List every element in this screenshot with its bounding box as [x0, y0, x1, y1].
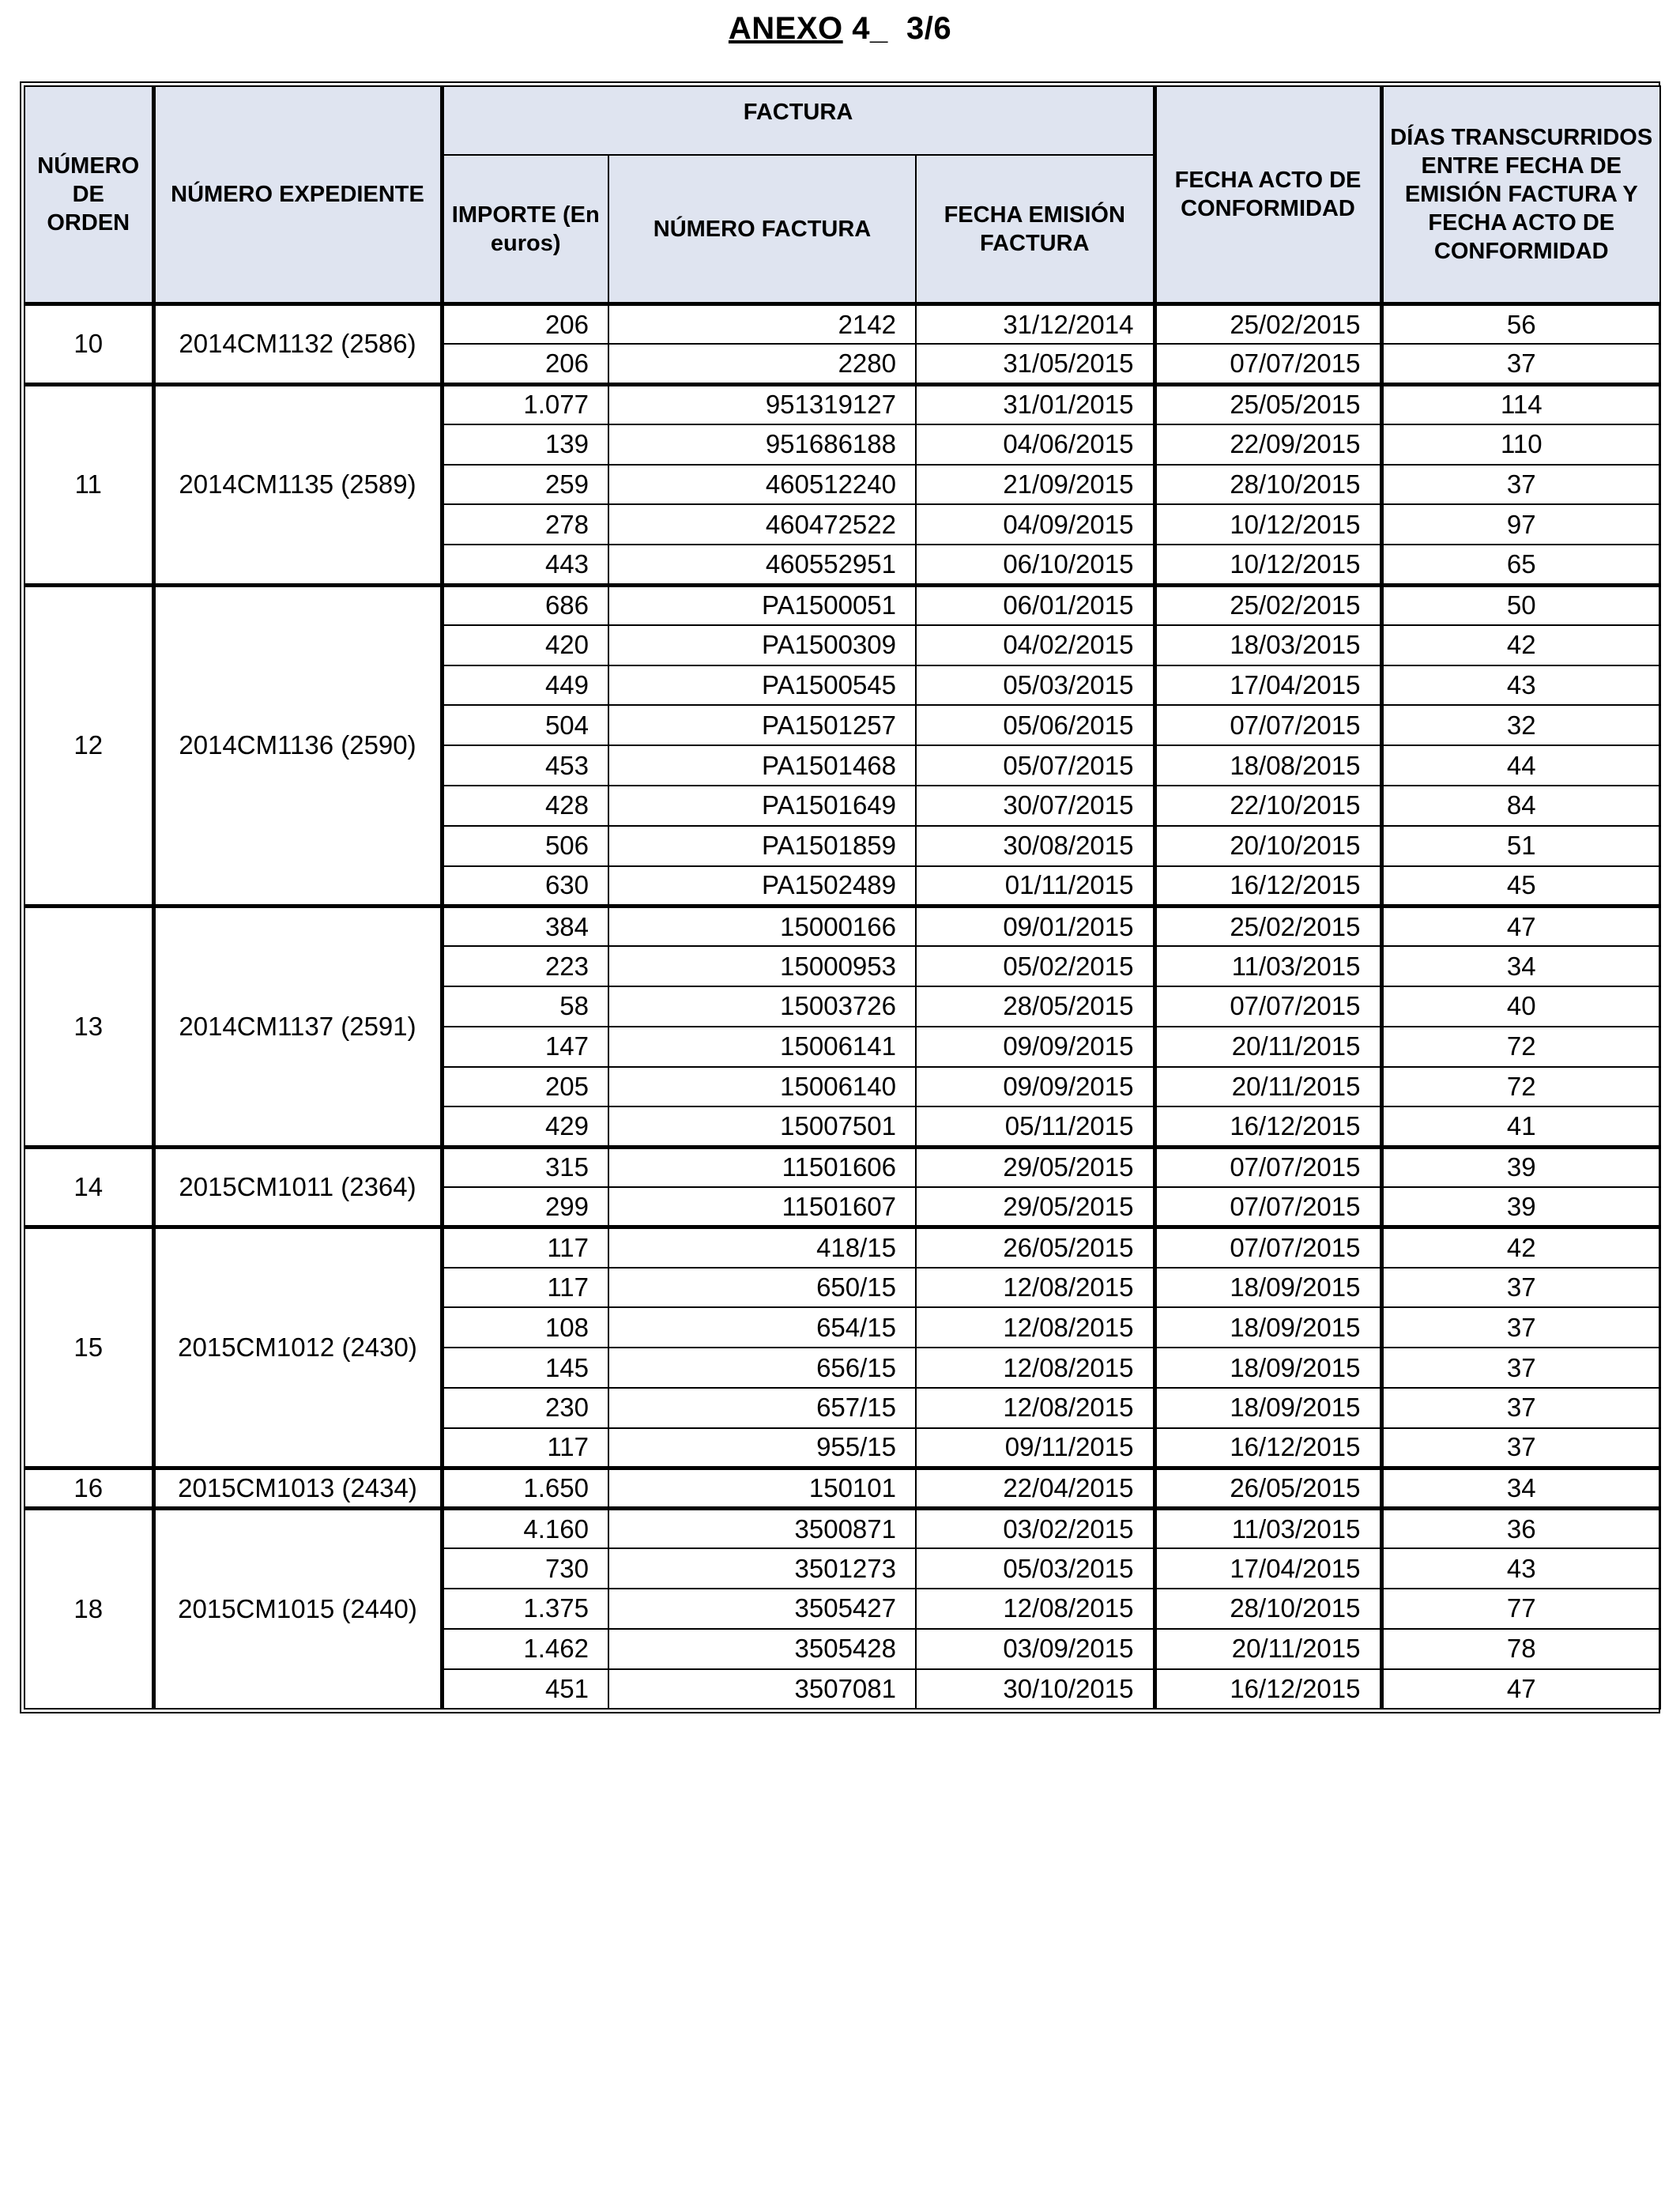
importe-cell: 730	[442, 1548, 608, 1589]
dias-cell: 34	[1381, 1468, 1660, 1509]
dias-cell: 45	[1381, 866, 1660, 907]
numero-orden-cell: 10	[24, 304, 153, 385]
dias-cell: 37	[1381, 344, 1660, 384]
numero-factura-cell: 15007501	[608, 1106, 916, 1147]
importe-cell: 139	[442, 424, 608, 465]
numero-factura-cell: 460552951	[608, 545, 916, 585]
fecha-emision-cell: 05/07/2015	[916, 745, 1155, 786]
fecha-emision-cell: 05/03/2015	[916, 1548, 1155, 1589]
fecha-emision-cell: 30/08/2015	[916, 826, 1155, 866]
importe-cell: 58	[442, 986, 608, 1027]
numero-factura-cell: 656/15	[608, 1348, 916, 1388]
fecha-emision-cell: 26/05/2015	[916, 1227, 1155, 1268]
importe-cell: 259	[442, 465, 608, 505]
fecha-conformidad-cell: 20/11/2015	[1155, 1067, 1381, 1107]
fecha-conformidad-cell: 18/09/2015	[1155, 1348, 1381, 1388]
header-dias-transcurridos: DÍAS TRANSCURRIDOS ENTRE FECHA DE EMISIÓN FACTURA Y FECHA ACTO DE CONFORMIDAD	[1381, 86, 1660, 304]
fecha-conformidad-cell: 20/11/2015	[1155, 1027, 1381, 1067]
fecha-emision-cell: 09/11/2015	[916, 1428, 1155, 1468]
dias-cell: 32	[1381, 705, 1660, 745]
numero-factura-cell: 460472522	[608, 504, 916, 545]
fecha-emision-cell: 04/06/2015	[916, 424, 1155, 465]
dias-cell: 43	[1381, 665, 1660, 706]
fecha-conformidad-cell: 17/04/2015	[1155, 665, 1381, 706]
numero-factura-cell: PA1501257	[608, 705, 916, 745]
numero-orden-cell: 13	[24, 906, 153, 1147]
importe-cell: 206	[442, 344, 608, 384]
fecha-emision-cell: 12/08/2015	[916, 1589, 1155, 1629]
fecha-emision-cell: 31/05/2015	[916, 344, 1155, 384]
dias-cell: 72	[1381, 1067, 1660, 1107]
importe-cell: 117	[442, 1227, 608, 1268]
fecha-conformidad-cell: 16/12/2015	[1155, 1669, 1381, 1710]
dias-cell: 40	[1381, 986, 1660, 1027]
header-fecha-emision: FECHA EMISIÓN FACTURA	[916, 155, 1155, 304]
expediente-cell: 2015CM1015 (2440)	[153, 1508, 442, 1709]
expediente-cell: 2014CM1132 (2586)	[153, 304, 442, 385]
importe-cell: 506	[442, 826, 608, 866]
table-row	[24, 384, 1660, 424]
numero-orden-cell: 16	[24, 1468, 153, 1509]
fecha-emision-cell: 29/05/2015	[916, 1187, 1155, 1227]
dias-cell: 78	[1381, 1629, 1660, 1669]
numero-factura-cell: 15000953	[608, 946, 916, 986]
fecha-emision-cell: 12/08/2015	[916, 1348, 1155, 1388]
fecha-emision-cell: 30/10/2015	[916, 1669, 1155, 1710]
importe-cell: 147	[442, 1027, 608, 1067]
fecha-emision-cell: 03/02/2015	[916, 1508, 1155, 1548]
numero-factura-cell: 418/15	[608, 1227, 916, 1268]
dias-cell: 42	[1381, 625, 1660, 665]
dias-cell: 37	[1381, 465, 1660, 505]
fecha-conformidad-cell: 26/05/2015	[1155, 1468, 1381, 1509]
expediente-cell: 2015CM1011 (2364)	[153, 1147, 442, 1227]
importe-cell: 428	[442, 786, 608, 826]
importe-cell: 223	[442, 946, 608, 986]
numero-factura-cell: 15003726	[608, 986, 916, 1027]
dias-cell: 56	[1381, 304, 1660, 345]
numero-factura-cell: 11501607	[608, 1187, 916, 1227]
fecha-emision-cell: 21/09/2015	[916, 465, 1155, 505]
numero-orden-cell: 18	[24, 1508, 153, 1709]
numero-orden-cell: 12	[24, 585, 153, 906]
dias-cell: 77	[1381, 1589, 1660, 1629]
importe-cell: 1.650	[442, 1468, 608, 1509]
importe-cell: 205	[442, 1067, 608, 1107]
fecha-conformidad-cell: 07/07/2015	[1155, 1187, 1381, 1227]
fecha-conformidad-cell: 25/02/2015	[1155, 906, 1381, 946]
table-row	[24, 585, 1660, 625]
page-title	[0, 11, 1680, 47]
dias-cell: 42	[1381, 1227, 1660, 1268]
fecha-conformidad-cell: 18/09/2015	[1155, 1307, 1381, 1348]
fecha-conformidad-cell: 16/12/2015	[1155, 1428, 1381, 1468]
numero-factura-cell: 951686188	[608, 424, 916, 465]
importe-cell: 299	[442, 1187, 608, 1227]
importe-cell: 630	[442, 866, 608, 907]
importe-cell: 117	[442, 1428, 608, 1468]
fecha-conformidad-cell: 07/07/2015	[1155, 344, 1381, 384]
invoice-table	[24, 85, 1661, 1710]
fecha-conformidad-cell: 25/05/2015	[1155, 384, 1381, 424]
importe-cell: 1.375	[442, 1589, 608, 1629]
header-fecha-conformidad: FECHA ACTO DE CONFORMIDAD	[1155, 86, 1381, 304]
page-title-anexo: ANEXO	[728, 11, 843, 46]
dias-cell: 37	[1381, 1348, 1660, 1388]
importe-cell: 504	[442, 705, 608, 745]
table-row	[24, 1227, 1660, 1268]
importe-cell: 686	[442, 585, 608, 625]
numero-factura-cell: 460512240	[608, 465, 916, 505]
dias-cell: 47	[1381, 906, 1660, 946]
dias-cell: 37	[1381, 1388, 1660, 1428]
fecha-conformidad-cell: 18/08/2015	[1155, 745, 1381, 786]
fecha-emision-cell: 01/11/2015	[916, 866, 1155, 907]
dias-cell: 37	[1381, 1307, 1660, 1348]
fecha-emision-cell: 04/09/2015	[916, 504, 1155, 545]
dias-cell: 97	[1381, 504, 1660, 545]
dias-cell: 36	[1381, 1508, 1660, 1548]
header-importe: IMPORTE (En euros)	[442, 155, 608, 304]
fecha-emision-cell: 09/01/2015	[916, 906, 1155, 946]
fecha-conformidad-cell: 22/09/2015	[1155, 424, 1381, 465]
header-numero-expediente: NÚMERO EXPEDIENTE	[153, 86, 442, 304]
numero-factura-cell: 150101	[608, 1468, 916, 1509]
numero-factura-cell: PA1500309	[608, 625, 916, 665]
numero-factura-cell: 11501606	[608, 1147, 916, 1187]
dias-cell: 47	[1381, 1669, 1660, 1710]
importe-cell: 4.160	[442, 1508, 608, 1548]
fecha-emision-cell: 05/06/2015	[916, 705, 1155, 745]
fecha-conformidad-cell: 16/12/2015	[1155, 866, 1381, 907]
numero-factura-cell: PA1502489	[608, 866, 916, 907]
numero-factura-cell: 654/15	[608, 1307, 916, 1348]
numero-factura-cell: 3505428	[608, 1629, 916, 1669]
numero-factura-cell: 3500871	[608, 1508, 916, 1548]
dias-cell: 37	[1381, 1268, 1660, 1308]
importe-cell: 230	[442, 1388, 608, 1428]
importe-cell: 117	[442, 1268, 608, 1308]
numero-orden-cell: 15	[24, 1227, 153, 1468]
dias-cell: 51	[1381, 826, 1660, 866]
table-body	[24, 304, 1660, 1710]
fecha-emision-cell: 09/09/2015	[916, 1067, 1155, 1107]
fecha-conformidad-cell: 07/07/2015	[1155, 1227, 1381, 1268]
numero-factura-cell: 3505427	[608, 1589, 916, 1629]
fecha-emision-cell: 31/12/2014	[916, 304, 1155, 345]
fecha-emision-cell: 29/05/2015	[916, 1147, 1155, 1187]
fecha-conformidad-cell: 20/10/2015	[1155, 826, 1381, 866]
fecha-emision-cell: 09/09/2015	[916, 1027, 1155, 1067]
numero-factura-cell: 3507081	[608, 1669, 916, 1710]
importe-cell: 1.462	[442, 1629, 608, 1669]
table-row	[24, 304, 1660, 345]
expediente-cell: 2014CM1137 (2591)	[153, 906, 442, 1147]
fecha-conformidad-cell: 07/07/2015	[1155, 705, 1381, 745]
fecha-emision-cell: 12/08/2015	[916, 1388, 1155, 1428]
numero-factura-cell: PA1500545	[608, 665, 916, 706]
expediente-cell: 2014CM1135 (2589)	[153, 384, 442, 585]
table-row	[24, 1468, 1660, 1509]
dias-cell: 114	[1381, 384, 1660, 424]
numero-factura-cell: 650/15	[608, 1268, 916, 1308]
numero-factura-cell: 657/15	[608, 1388, 916, 1428]
fecha-emision-cell: 06/01/2015	[916, 585, 1155, 625]
fecha-emision-cell: 12/08/2015	[916, 1268, 1155, 1308]
dias-cell: 65	[1381, 545, 1660, 585]
numero-factura-cell: 3501273	[608, 1548, 916, 1589]
fecha-emision-cell: 06/10/2015	[916, 545, 1155, 585]
fecha-conformidad-cell: 10/12/2015	[1155, 504, 1381, 545]
importe-cell: 420	[442, 625, 608, 665]
dias-cell: 84	[1381, 786, 1660, 826]
fecha-conformidad-cell: 07/07/2015	[1155, 986, 1381, 1027]
header-numero-factura: NÚMERO FACTURA	[608, 155, 916, 304]
dias-cell: 37	[1381, 1428, 1660, 1468]
fecha-conformidad-cell: 11/03/2015	[1155, 1508, 1381, 1548]
table-frame	[20, 81, 1660, 1713]
fecha-conformidad-cell: 18/03/2015	[1155, 625, 1381, 665]
importe-cell: 451	[442, 1669, 608, 1710]
importe-cell: 429	[442, 1106, 608, 1147]
expediente-cell: 2014CM1136 (2590)	[153, 585, 442, 906]
fecha-conformidad-cell: 07/07/2015	[1155, 1147, 1381, 1187]
numero-factura-cell: 2280	[608, 344, 916, 384]
fecha-conformidad-cell: 18/09/2015	[1155, 1388, 1381, 1428]
expediente-cell: 2015CM1012 (2430)	[153, 1227, 442, 1468]
importe-cell: 145	[442, 1348, 608, 1388]
table-header	[24, 86, 1660, 304]
numero-factura-cell: 2142	[608, 304, 916, 345]
numero-factura-cell: PA1501859	[608, 826, 916, 866]
dias-cell: 50	[1381, 585, 1660, 625]
table-row	[24, 1508, 1660, 1548]
fecha-emision-cell: 03/09/2015	[916, 1629, 1155, 1669]
fecha-emision-cell: 30/07/2015	[916, 786, 1155, 826]
numero-factura-cell: PA1501468	[608, 745, 916, 786]
importe-cell: 1.077	[442, 384, 608, 424]
fecha-emision-cell: 04/02/2015	[916, 625, 1155, 665]
fecha-emision-cell: 31/01/2015	[916, 384, 1155, 424]
importe-cell: 278	[442, 504, 608, 545]
numero-factura-cell: 955/15	[608, 1428, 916, 1468]
fecha-conformidad-cell: 25/02/2015	[1155, 585, 1381, 625]
fecha-emision-cell: 05/02/2015	[916, 946, 1155, 986]
fecha-conformidad-cell: 28/10/2015	[1155, 465, 1381, 505]
dias-cell: 43	[1381, 1548, 1660, 1589]
importe-cell: 449	[442, 665, 608, 706]
fecha-conformidad-cell: 17/04/2015	[1155, 1548, 1381, 1589]
numero-orden-cell: 11	[24, 384, 153, 585]
fecha-conformidad-cell: 10/12/2015	[1155, 545, 1381, 585]
dias-cell: 34	[1381, 946, 1660, 986]
numero-factura-cell: 15006140	[608, 1067, 916, 1107]
numero-factura-cell: PA1500051	[608, 585, 916, 625]
fecha-conformidad-cell: 22/10/2015	[1155, 786, 1381, 826]
dias-cell: 39	[1381, 1147, 1660, 1187]
table-row	[24, 1147, 1660, 1187]
fecha-emision-cell: 12/08/2015	[916, 1307, 1155, 1348]
fecha-conformidad-cell: 25/02/2015	[1155, 304, 1381, 345]
dias-cell: 39	[1381, 1187, 1660, 1227]
header-numero-orden: NÚMERO DE ORDEN	[24, 86, 153, 304]
dias-cell: 110	[1381, 424, 1660, 465]
dias-cell: 72	[1381, 1027, 1660, 1067]
expediente-cell: 2015CM1013 (2434)	[153, 1468, 442, 1509]
numero-factura-cell: 15006141	[608, 1027, 916, 1067]
fecha-conformidad-cell: 11/03/2015	[1155, 946, 1381, 986]
dias-cell: 41	[1381, 1106, 1660, 1147]
header-factura: FACTURA	[442, 86, 1155, 155]
table-row	[24, 906, 1660, 946]
importe-cell: 384	[442, 906, 608, 946]
importe-cell: 108	[442, 1307, 608, 1348]
fecha-emision-cell: 05/03/2015	[916, 665, 1155, 706]
importe-cell: 443	[442, 545, 608, 585]
importe-cell: 206	[442, 304, 608, 345]
fecha-conformidad-cell: 28/10/2015	[1155, 1589, 1381, 1629]
numero-factura-cell: PA1501649	[608, 786, 916, 826]
numero-orden-cell: 14	[24, 1147, 153, 1227]
importe-cell: 315	[442, 1147, 608, 1187]
fecha-conformidad-cell: 18/09/2015	[1155, 1268, 1381, 1308]
fecha-conformidad-cell: 16/12/2015	[1155, 1106, 1381, 1147]
importe-cell: 453	[442, 745, 608, 786]
fecha-conformidad-cell: 20/11/2015	[1155, 1629, 1381, 1669]
page-title-page: 4_ 3/6	[842, 11, 952, 46]
numero-factura-cell: 951319127	[608, 384, 916, 424]
fecha-emision-cell: 05/11/2015	[916, 1106, 1155, 1147]
numero-factura-cell: 15000166	[608, 906, 916, 946]
fecha-emision-cell: 28/05/2015	[916, 986, 1155, 1027]
fecha-emision-cell: 22/04/2015	[916, 1468, 1155, 1509]
dias-cell: 44	[1381, 745, 1660, 786]
